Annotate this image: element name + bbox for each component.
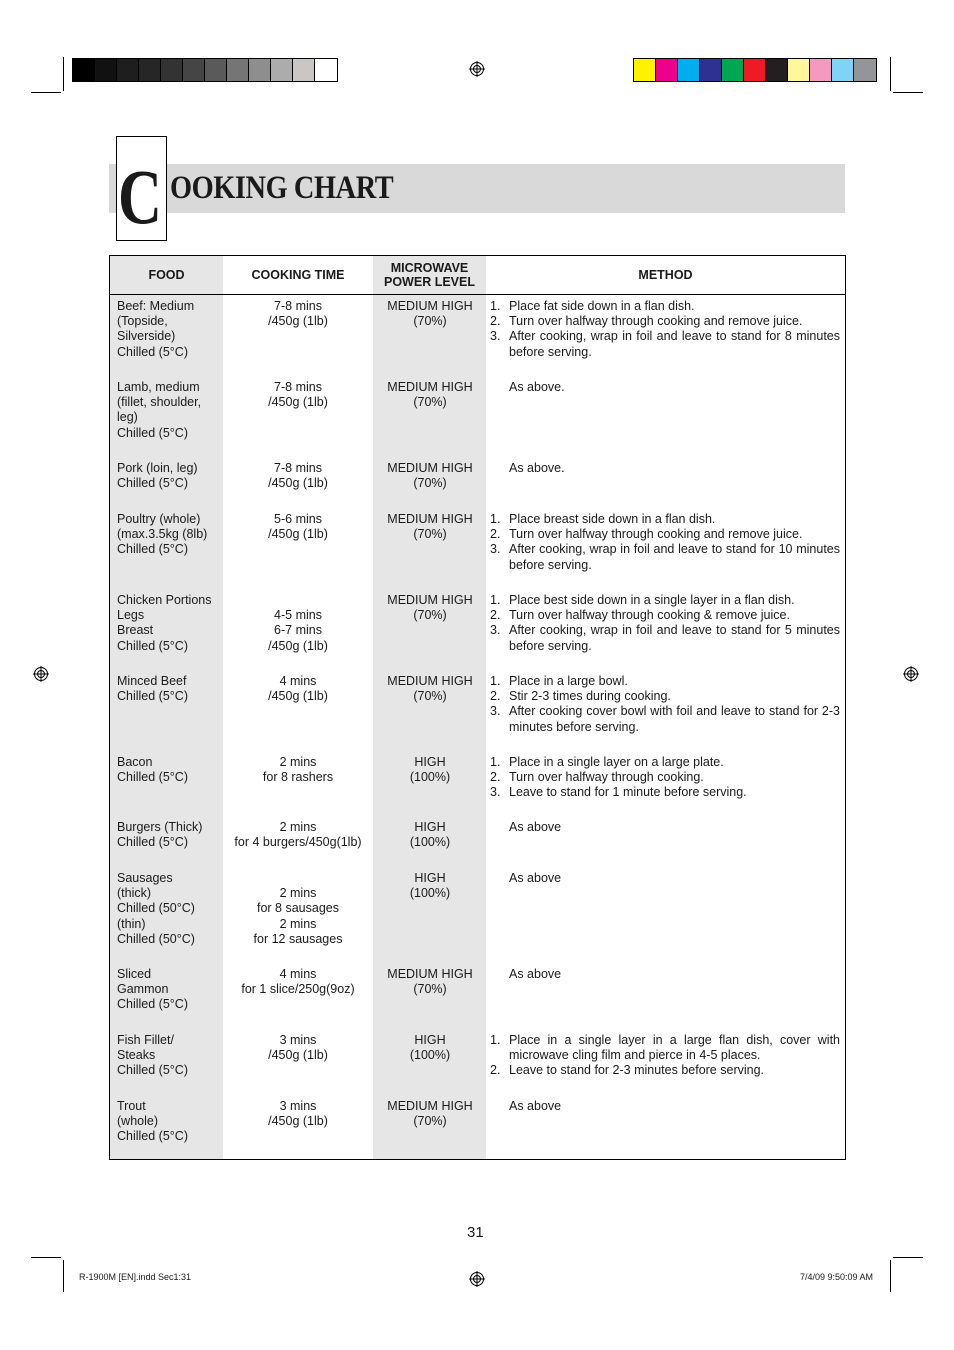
power-level-cell: MEDIUM HIGH (70%) — [387, 380, 473, 410]
method-step-number: 3. — [490, 542, 501, 557]
method-step-number: 1. — [490, 674, 501, 688]
method-step — [490, 314, 840, 329]
crop-mark — [63, 1260, 64, 1292]
file-slug: R-1900M [EN].indd Sec1:31 — [79, 1272, 192, 1282]
color-calibration-bar — [633, 58, 877, 82]
method-step — [490, 755, 840, 770]
food-cell: Beef: Medium (Topside, Silverside) Chilled (5°C) — [117, 299, 195, 359]
method-cell — [490, 380, 840, 395]
cooking-time-cell: 7-8 mins /450g (1lb) — [268, 299, 328, 329]
color-swatch — [95, 59, 117, 81]
power-level-cell: MEDIUM HIGH (70%) — [387, 461, 473, 491]
color-swatch — [678, 59, 700, 81]
method-step-number: 2. — [490, 314, 501, 329]
method-step-text: Stir 2-3 times during cooking. — [509, 689, 671, 704]
crop-mark — [31, 92, 61, 93]
color-swatch — [205, 59, 227, 81]
food-cell: Poultry (whole) (max.3.5kg (8lb) Chilled (5°C) — [117, 512, 208, 557]
method-step-text: Place in a large bowl. — [509, 674, 628, 688]
registration-mark-icon — [469, 61, 485, 77]
power-level-cell: MEDIUM HIGH (70%) — [387, 674, 473, 704]
color-swatch — [139, 59, 161, 81]
method-step-text: Place in a single layer on a large plate. — [509, 755, 724, 769]
method-step-text: Leave to stand for 2-3 minutes before serving. — [509, 1063, 765, 1078]
method-cell — [490, 871, 840, 886]
cooking-time-cell: 3 mins /450g (1lb) — [268, 1033, 328, 1063]
method-step — [490, 542, 840, 572]
method-step — [490, 674, 840, 689]
method-step-number: 1. — [490, 755, 501, 769]
food-cell: Minced Beef Chilled (5°C) — [117, 674, 188, 704]
header-rule — [110, 294, 845, 295]
method-step — [490, 1033, 840, 1063]
color-swatch — [271, 59, 293, 81]
color-swatch — [788, 59, 810, 81]
method-step-text: After cooking, wrap in foil and leave to stand for 10 minutes before serving. — [509, 542, 840, 572]
method-step-text: After cooking, wrap in foil and leave to stand for 8 minutes before serving. — [509, 329, 840, 359]
header-food: FOOD — [148, 268, 185, 282]
color-swatch — [810, 59, 832, 81]
method-step-text: Turn over halfway through cooking & remove juice. — [509, 608, 790, 623]
cooking-time-cell: 4-5 mins 6-7 mins /450g (1lb) — [268, 608, 328, 653]
crop-mark — [890, 1260, 891, 1292]
cooking-time-cell: 2 mins for 8 rashers — [262, 755, 334, 785]
color-swatch — [722, 59, 744, 81]
method-step — [490, 608, 840, 623]
method-step-number: 3. — [490, 329, 501, 344]
method-step-text: Turn over halfway through cooking. — [509, 770, 704, 785]
method-cell — [490, 1033, 840, 1079]
method-step-number: 3. — [490, 704, 501, 719]
method-step-text: Place fat side down in a flan dish. — [509, 299, 695, 313]
power-level-cell: MEDIUM HIGH (70%) — [387, 593, 473, 623]
method-step-text: Turn over halfway through cooking and remove juice. — [509, 527, 803, 542]
power-level-cell: MEDIUM HIGH (70%) — [387, 967, 473, 997]
method-step-number: 1. — [490, 593, 501, 607]
color-swatch — [161, 59, 183, 81]
method-step — [490, 785, 840, 800]
cooking-time-cell: 7-8 mins /450g (1lb) — [268, 461, 328, 491]
cooking-time-cell: 7-8 mins /450g (1lb) — [268, 380, 328, 410]
registration-mark-icon — [903, 666, 919, 682]
method-cell — [490, 967, 840, 982]
food-cell: Sliced Gammon Chilled (5°C) — [117, 967, 188, 1012]
method-cell — [490, 820, 840, 835]
header-method: METHOD — [638, 268, 693, 282]
method-step-number: 2. — [490, 1063, 501, 1078]
food-cell: Lamb, medium (fillet, shoulder, leg) Chilled (5°C) — [117, 380, 202, 440]
crop-mark — [893, 92, 923, 93]
header-power-level: MICROWAVE POWER LEVEL — [384, 261, 475, 289]
method-text: As above — [509, 1099, 562, 1113]
header-cooking-time: COOKING TIME — [251, 268, 345, 282]
method-step — [490, 623, 840, 653]
method-step — [490, 593, 840, 608]
color-swatch — [634, 59, 656, 81]
crop-mark — [893, 1257, 923, 1258]
color-swatch — [854, 59, 876, 81]
color-swatch — [73, 59, 95, 81]
page-number: 31 — [467, 1224, 484, 1241]
power-level-cell: HIGH (100%) — [409, 1033, 451, 1063]
cooking-time-cell: 3 mins /450g (1lb) — [268, 1099, 328, 1129]
cooking-time-cell: 4 mins /450g (1lb) — [268, 674, 328, 704]
method-step-number: 3. — [490, 785, 501, 800]
crop-mark — [63, 57, 64, 91]
grayscale-calibration-bar — [72, 58, 338, 82]
color-swatch — [766, 59, 788, 81]
food-cell: Chicken Portions Legs Breast Chilled (5°C) — [117, 593, 212, 653]
method-step — [490, 704, 840, 734]
method-step-text: After cooking, wrap in foil and leave to stand for 5 minutes before serving. — [509, 623, 840, 653]
method-step-text: Place best side down in a single layer in a flan dish. — [509, 593, 795, 607]
method-cell — [490, 674, 840, 735]
power-level-cell: HIGH (100%) — [409, 755, 451, 785]
color-swatch — [832, 59, 854, 81]
color-swatch — [700, 59, 722, 81]
power-level-cell: MEDIUM HIGH (70%) — [387, 299, 473, 329]
method-step — [490, 299, 840, 314]
cooking-time-cell: 2 mins for 4 burgers/450g(1lb) — [234, 820, 362, 850]
method-cell — [490, 1099, 840, 1114]
method-cell — [490, 593, 840, 654]
method-cell — [490, 512, 840, 573]
color-swatch — [293, 59, 315, 81]
page-title: OOKING CHART — [170, 170, 394, 206]
method-step-number: 2. — [490, 689, 501, 704]
method-step — [490, 689, 840, 704]
power-level-cell: MEDIUM HIGH (70%) — [387, 512, 473, 542]
cooking-time-cell: 5-6 mins /450g (1lb) — [268, 512, 328, 542]
method-step — [490, 329, 840, 359]
cooking-chart-table — [109, 255, 846, 1160]
color-swatch — [183, 59, 205, 81]
method-step-number: 2. — [490, 770, 501, 785]
method-text: As above — [509, 820, 562, 834]
method-step-text: Place breast side down in a flan dish. — [509, 512, 716, 526]
method-step-number: 1. — [490, 512, 501, 526]
registration-mark-icon — [33, 666, 49, 682]
crop-mark — [31, 1257, 61, 1258]
cooking-time-cell: 4 mins for 1 slice/250g(9oz) — [241, 967, 355, 997]
color-swatch — [227, 59, 249, 81]
method-text: As above — [509, 967, 562, 981]
method-cell — [490, 461, 840, 476]
method-step — [490, 1063, 840, 1078]
color-swatch — [656, 59, 678, 81]
food-cell: Trout (whole) Chilled (5°C) — [117, 1099, 188, 1144]
method-cell — [490, 755, 840, 801]
color-swatch — [117, 59, 139, 81]
cooking-time-cell: 2 mins for 8 sausages 2 mins for 12 sausages — [253, 886, 343, 946]
method-step-text: After cooking cover bowl with foil and leave to stand for 2-3 minutes before serving. — [509, 704, 840, 734]
method-cell — [490, 299, 840, 360]
method-step-number: 3. — [490, 623, 501, 638]
registration-mark-icon — [469, 1271, 485, 1287]
color-swatch — [744, 59, 766, 81]
method-step-number: 1. — [490, 299, 501, 313]
power-level-cell: HIGH (100%) — [409, 820, 451, 850]
method-step-number: 2. — [490, 527, 501, 542]
power-level-cell: HIGH (100%) — [409, 871, 451, 901]
method-step-text: Place in a single layer in a large flan dish, cover with microwave cling film and pierce in 4-5 places. — [509, 1033, 840, 1063]
food-cell: Burgers (Thick) Chilled (5°C) — [117, 820, 203, 850]
method-step-number: 2. — [490, 608, 501, 623]
food-cell: Pork (loin, leg) Chilled (5°C) — [117, 461, 198, 491]
method-text: As above. — [509, 380, 565, 394]
food-cell: Sausages (thick) Chilled (50°C) (thin) Chilled (50°C) — [117, 871, 195, 946]
method-step-text: Leave to stand for 1 minute before serving. — [509, 785, 747, 800]
method-step — [490, 527, 840, 542]
title-initial: C — [118, 153, 162, 240]
method-text: As above. — [509, 461, 565, 475]
crop-mark — [890, 57, 891, 91]
color-swatch — [249, 59, 271, 81]
method-step — [490, 512, 840, 527]
method-text: As above — [509, 871, 562, 885]
color-swatch — [315, 59, 337, 81]
method-step — [490, 770, 840, 785]
power-level-cell: MEDIUM HIGH (70%) — [387, 1099, 473, 1129]
method-step-text: Turn over halfway through cooking and remove juice. — [509, 314, 803, 329]
date-slug: 7/4/09 9:50:09 AM — [800, 1272, 874, 1282]
food-cell: Fish Fillet/ Steaks Chilled (5°C) — [117, 1033, 188, 1078]
method-step-number: 1. — [490, 1033, 501, 1047]
food-cell: Bacon Chilled (5°C) — [117, 755, 188, 785]
